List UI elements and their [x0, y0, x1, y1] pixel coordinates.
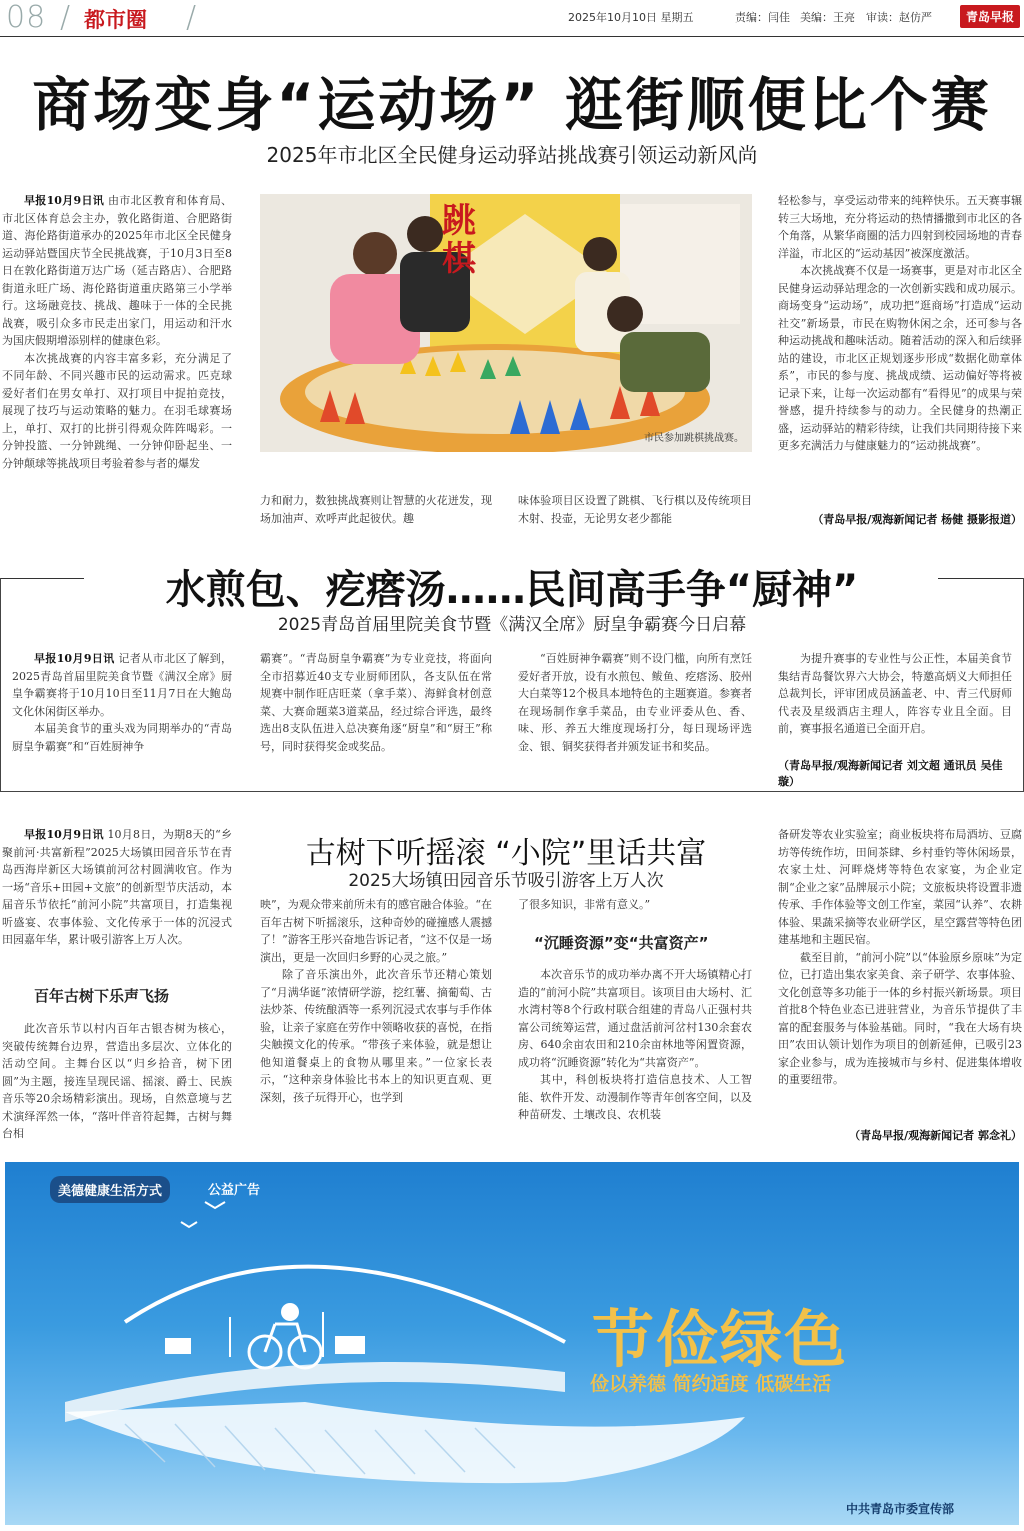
- article-2-title: 水煎包、疙瘩汤……民间高手争“厨神”: [165, 567, 859, 613]
- event-photo: [260, 194, 752, 452]
- ad-title: 节俭绿色: [592, 1303, 849, 1376]
- paragraph: 备研发等农业实验室；商业板块将布局酒坊、豆腐坊等传统作坊，田间茶肆、乡村垂钓等休闲场景，农家土灶、河畔烧烤等特色农家宴，为企业定制“企业之家”品牌展示小院；文旅板块将设置非遗传承、手作体验等文创工作室，菜园“认养”、农耕体验、果蔬采摘等农业研学区，星空露营等特色团建基地和主题民宿。: [778, 828, 1022, 946]
- article-2-subtitle: 2025青岛首届里院美食节暨《满汉全席》厨皇争霸赛今日启幕: [277, 615, 747, 635]
- article-3-col-3b: [518, 966, 752, 1144]
- proof-credit: 审读：赵仿严: [866, 11, 932, 24]
- paragraph: 截至目前，“前河小院”以“体验原乡原味”为定位，已打造出集农家美食、亲子研学、农事体验、文化创意等多功能于一体的乡村振兴新场景。项目首批8个特色业态已进驻营业，为音乐节提供了丰富的配套服务与体验基础。同时，“我在大场有块田”农田认领计划作为项目的创新延伸，已吸引23家企业参与，成为连接城市与乡村、促进集体增收的重要纽带。: [778, 950, 1022, 1086]
- paragraph: 映”，为观众带来前所未有的感官融合体验。“在百年古树下听摇滚乐，这种奇妙的碰撞感人震撼了！”游客王彤兴奋地告诉记者，“这不仅是一场演出，更是一次回归乡野的心灵之旅。”: [260, 898, 492, 964]
- header-divider: /: [186, 0, 197, 35]
- ad-sponsor: 中共青岛市委宣传部: [846, 1502, 955, 1516]
- article-3-subhead-1: 百年古树下乐声飞扬: [34, 987, 170, 1005]
- article-1-col-1: [2, 192, 232, 530]
- article-1-title: 商场变身“运动场” 逛街顺便比个赛: [32, 71, 992, 139]
- section-name: 都市圈: [84, 8, 147, 32]
- article-2-col-4: [778, 650, 1012, 758]
- article-2-byline: （青岛早报/观海新闻记者 刘文超 通讯员 吴佳璇）: [778, 759, 1003, 788]
- newspaper-logo: 青岛早报: [960, 5, 1020, 28]
- article-2-col-3: [518, 650, 752, 776]
- paragraph: 由市北区教育和体育局、市北区体育总会主办，敦化路街道、合肥路街道、海伦路街道承办的2025年市北区全民健身运动驿站暨国庆节全民挑战赛，于10月3日至8日在敦化路街道万达广场（延吉路店）、合肥路街道永旺广场、海伦路街道重庆路第三小学举行。这场融竞技、挑战、趣味于一体的全民挑战赛，吸引众多市民走出家门，用运动和汗水为国庆假期增添别样的健康色彩。: [2, 194, 232, 347]
- paragraph: 此次音乐节以村内百年古银杏树为核心，突破传统舞台边界，营造出多层次、立体化的活动空间。主舞台区以“归乡拾音，树下团圆”为主题，接连呈现民谣、摇滚、爵士、民族音乐等20余场精彩演出。现场，自然意境与艺术演绎浑然一体，“落叶伴音符起舞，古树与舞台相: [2, 1022, 232, 1140]
- designer-credit: 美编：王亮: [800, 11, 855, 24]
- dateline: 早报10月9日讯: [24, 828, 104, 841]
- header-rule: [0, 36, 1024, 37]
- paragraph: 为提升赛事的专业性与公正性，本届美食节集结青岛餐饮界六大协会，特邀高炳义大师担任总裁判长，评审团成员涵盖老、中、青三代厨师代表及星级酒店主理人，阵容专业且全面。目前，赛事报名通道已全面开启。: [778, 652, 1012, 735]
- ad-category-tag: 美德健康生活方式: [50, 1176, 170, 1203]
- paragraph: 本届美食节的重头戏为同期举办的“青岛厨皇争霸赛”和“百姓厨神争: [12, 722, 232, 753]
- article-1-col-3: 味体验项目区设置了跳棋、飞行棋以及传统项目木射、投壶，无论男女老少都能: [518, 494, 752, 525]
- article-3-col-4: [778, 826, 1022, 1126]
- article-2-col-2: 霸赛”。“青岛厨皇争霸赛”为专业竞技，将面向全市招募近40支专业厨师团队，各支队伍在常规赛中制作旺店旺菜（拿手菜）、海鲜食材创意菜、大赛命题菜3道菜品，经过综合评选，最终选出8支队伍进入总决赛角逐“厨皇”和“厨王”称号，同时获得奖金或奖品。: [260, 652, 492, 753]
- photo-sign-text: 跳棋: [442, 201, 476, 279]
- paragraph: 本次挑战赛的内容丰富多彩，充分满足了不同年龄、不同兴趣市民的运动需求。匹克球爱好者们在男女单打、双打项目中捉拍竞技，展现了技巧与运动策略的魅力。在羽毛球赛场上，单打、双打的比拼引得观众阵阵喝彩。一分钟投篮、一分钟跳绳、一分钟仰卧起坐、一分钟颠球等挑战项目考验着参与者的爆发: [2, 351, 232, 470]
- header-divider: /: [60, 0, 71, 35]
- editor-credit: 责编：闫佳: [735, 11, 790, 24]
- article-3-subtitle: 2025大场镇田园音乐节吸引游客上万人次: [348, 871, 664, 891]
- article-2-col-1: [12, 650, 232, 776]
- article-3-title: 古树下听摇滚 “小院”里话共富: [305, 836, 707, 871]
- article-3-subhead-2: “沉睡资源”变“共富资产”: [534, 934, 709, 952]
- dateline: 早报10月9日讯: [24, 194, 105, 207]
- article-3-col-3: 了很多知识，非常有意义。”: [518, 898, 651, 911]
- photo-caption: 市民参加跳棋挑战赛。: [644, 433, 744, 444]
- article-1-col-4: [778, 192, 1022, 512]
- dateline: 早报10月9日讯: [34, 652, 115, 665]
- article-3-col-1b: [2, 1020, 232, 1144]
- article-1-col-2: 力和耐力，数独挑战赛则让智慧的火花迸发，现场加油声、欢呼声此起彼伏。趣: [260, 494, 492, 525]
- article-1-byline: （青岛早报/观海新闻记者 杨健 摄影报道）: [812, 513, 1022, 526]
- paragraph: 其中，科创板块将打造信息技术、人工智能、软件开发、动漫制作等青年创客空间，以及种苗研发、土壤改良、农机装: [518, 1073, 752, 1121]
- public-service-ad: [5, 1162, 1019, 1525]
- article-3-col-1: [2, 826, 232, 968]
- paragraph: 记者从市北区了解到，2025青岛首届里院美食节暨《满汉全席》厨皇争霸赛将于10月10日至11月7日在大鲍岛文化休闲街区举办。: [12, 652, 232, 718]
- paragraph: “百姓厨神争霸赛”则不设门槛，向所有烹饪爱好者开放，设有水煎包、鲅鱼、疙瘩汤、胶州大白菜等12个极具本地特色的主题赛道。参赛者在现场制作拿手菜品，由专业评委从色、香、味、形、养五大维度现场打分，每日现场评选金、银、铜奖获得者并颁发证书和奖品。: [518, 652, 752, 753]
- issue-date: 2025年10月10日 星期五: [568, 11, 694, 24]
- ad-type-label: 公益广告: [208, 1183, 261, 1198]
- article-3-col-2: [260, 896, 492, 1144]
- page-number: 08: [6, 0, 47, 35]
- paragraph: 轻松参与，享受运动带来的纯粹快乐。五天赛事辗转三大场地，充分将运动的热情播撒到市北区的各个角落，从繁华商圈的活力四射到校园场地的青春洋溢，市北区的“运动基因”被深度激活。: [778, 194, 1022, 260]
- paragraph: 除了音乐演出外，此次音乐节还精心策划了“月满华诞”浓情研学游，挖红薯、摘葡萄、古法炒茶、传统酿酒等一系列沉浸式农事与手作体验，让亲子家庭在劳作中领略收获的喜悦，在指尖触摸文化的传承。“带孩子来体验，就是想让他知道餐桌上的食物从哪里来。”一位家长表示，“这种亲身体验比书本上的知识更直观、更深刻，孩子玩得开心，也学到: [260, 968, 492, 1104]
- paragraph: 本次音乐节的成功举办离不开大场镇精心打造的“前河小院”共富项目。该项目由大场村、汇水湾村等8个行政村联合组建的青岛八正强村共富公司统筹运营，通过盘活前河岔村130余套农房、640余亩农田和210余亩林地等闲置资源，成功将“沉睡资源”转化为“共富资产”。: [518, 968, 752, 1069]
- paragraph: 10月8日，为期8天的“乡聚前河·共富新程”2025大场镇田园音乐节在青岛西海岸新区大场镇前河岔村圆满收官。作为一场“音乐+田园+文旅”的创新型节庆活动，本届音乐节依托“前河小院”共富项目，打造集视听盛宴、农事体验、文化传承于一体的沉浸式田园嘉年华，累计吸引游客上万人次。: [2, 828, 232, 946]
- paragraph: 本次挑战赛不仅是一场赛事，更是对市北区全民健身运动驿站理念的一次创新实践和成功展示。商场变身“运动场”，成功把“逛商场”打造成“运动社交”新场景，市民在购物休闲之余，还可参与各种运动挑战和趣味活动。随着活动的深入和后续驿站的建设，市北区正规划逐步形成“数据化勋章体系”，市民的参与度、挑战成绩、运动偏好等将被记录下来，让每一次运动都有“看得见”的成果与荣誉感，提升持续参与的动力。全民健身的热潮正盛，运动驿站的精彩待续，让我们共同期待接下来更多充满活力与健康魅力的“运动挑战赛”。: [778, 264, 1022, 452]
- ad-slogan: 俭以养德 简约适度 低碳生活: [590, 1373, 832, 1395]
- article-3-byline: （青岛早报/观海新闻记者 郭念礼）: [849, 1129, 1022, 1142]
- article-1-subtitle: 2025年市北区全民健身运动驿站挑战赛引领运动新风尚: [266, 143, 758, 167]
